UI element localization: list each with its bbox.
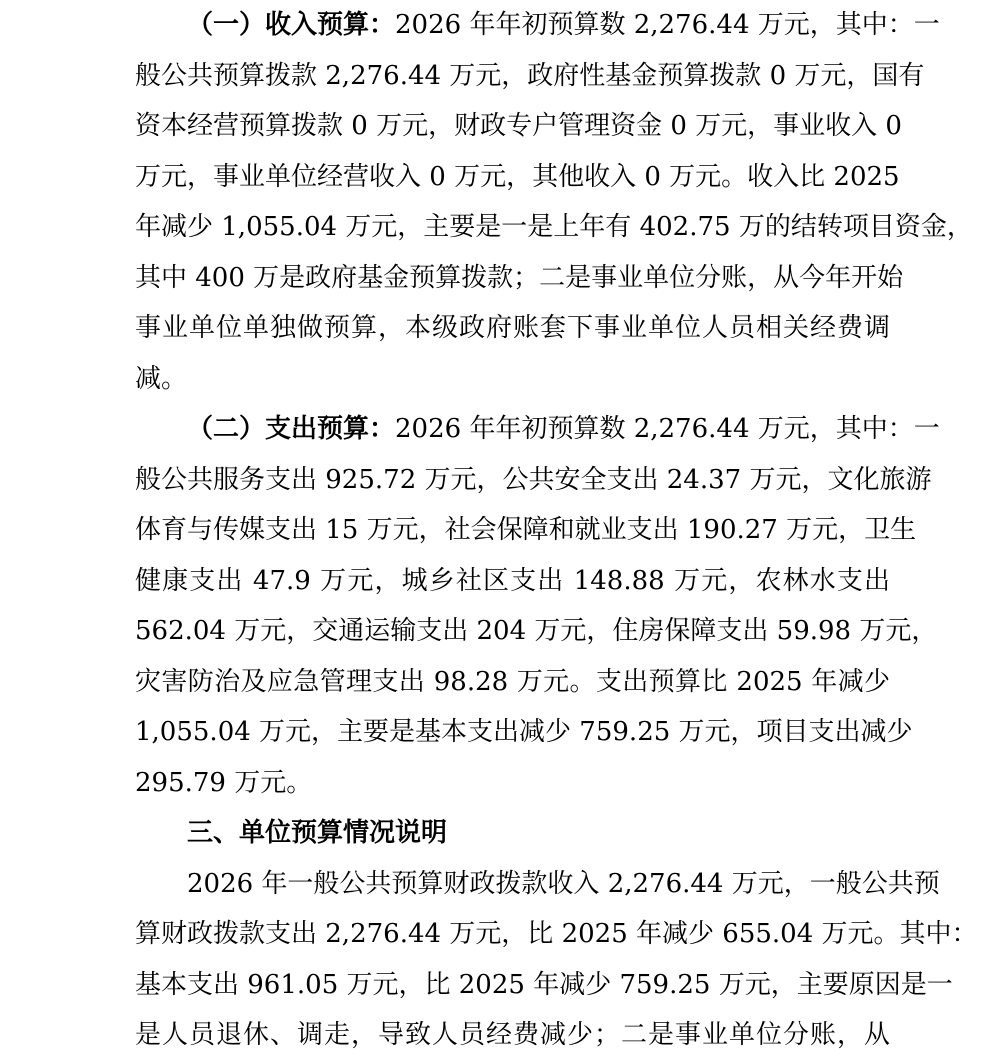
text-line: 事业单位单独做预算，本级政府账套下事业单位人员相关经费调 (135, 313, 890, 343)
text-line: 基本支出 961.05 万元，比 2025 年减少 759.25 万元，主要原因是一 (135, 969, 953, 1000)
text-line: 体育与传媒支出 15 万元，社会保障和就业支出 190.27 万元，卫生 (135, 515, 917, 545)
text-line: 562.04 万元，交通运输支出 204 万元，住房保障支出 59.98 万元， (135, 616, 938, 646)
text-line: 年减少 1,055.04 万元，主要是一是上年有 402.75 万的结转项目资金， (135, 212, 973, 242)
text-line-content: 2026 年年初预算数 2,276.44 万元，其中：一 (395, 414, 940, 444)
document-page (135, 0, 978, 1061)
text-line-content: 2026 年年初预算数 2,276.44 万元，其中：一 (395, 10, 940, 40)
text-line: 资本经营预算拨款 0 万元，财政专户管理资金 0 万元，事业收入 0 (135, 111, 902, 141)
text-line: 是人员退休、调走，导致人员经费减少；二是事业单位分账，从 (135, 1020, 890, 1050)
text-line: 万元，事业单位经营收入 0 万元，其他收入 0 万元。收入比 2025 (135, 161, 900, 192)
expense-budget-paragraph (135, 404, 940, 808)
text-line (135, 0, 940, 51)
text-line: 算财政拨款支出 2,276.44 万元，比 2025 年减少 655.04 万元。其中： (135, 919, 978, 949)
text-line: 其中 400 万是政府基金预算拨款；二是事业单位分账，从今年开始 (135, 262, 904, 293)
text-line: 般公共服务支出 925.72 万元，公共安全支出 24.37 万元，文化旅游 (135, 464, 932, 495)
section-heading: 三、单位预算情况说明 (187, 818, 448, 848)
income-budget-label: （一）收入预算： (187, 10, 396, 40)
text-line: 减。 (135, 363, 188, 394)
text-line: 1,055.04 万元，主要是基本支出减少 759.25 万元，项目支出减少 (135, 717, 913, 747)
text-line: 灾害防治及应急管理支出 98.28 万元。支出预算比 2025 年减少 (135, 666, 890, 697)
expense-budget-label: （二）支出预算： (187, 414, 396, 444)
text-line: 般公共预算拨款 2,276.44 万元，政府性基金预算拨款 0 万元，国有 (135, 60, 925, 91)
text-line: 健康支出 47.9 万元，城乡社区支出 148.88 万元，农林水支出 (135, 565, 890, 596)
unit-budget-paragraph (135, 859, 978, 1061)
text-line: 295.79 万元。 (135, 767, 313, 798)
text-line: 2026 年一般公共预算财政拨款收入 2,276.44 万元，一般公共预 (187, 868, 940, 899)
income-budget-paragraph (135, 0, 973, 404)
text-line (135, 404, 940, 455)
